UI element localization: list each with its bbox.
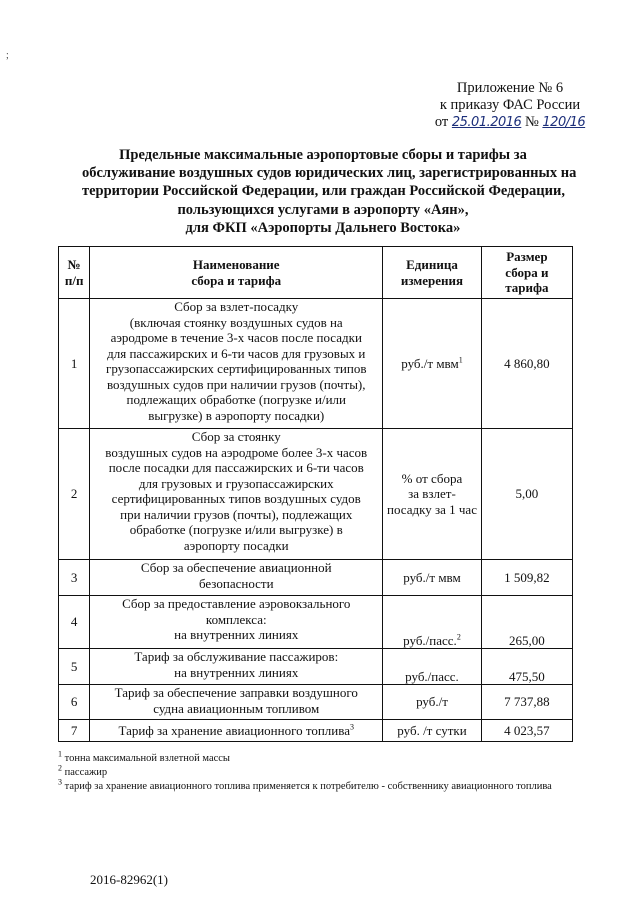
row-name xyxy=(90,685,383,720)
name-line: при наличии грузов (почты), подлежащих xyxy=(120,506,353,522)
annex-order-reference: к приказу ФАС России xyxy=(439,97,581,113)
name-line: после посадки для пассажирских и 6-ти часов xyxy=(108,460,364,475)
unit-line: посадку за 1 час xyxy=(387,501,477,517)
name-line: грузопассажирских сертифицированных типов xyxy=(106,361,367,376)
unit-text: руб./пасс. xyxy=(403,632,457,648)
footnote xyxy=(58,749,578,766)
footnote xyxy=(58,763,578,780)
footnote xyxy=(58,777,578,794)
table-header-row xyxy=(59,247,573,299)
annex-title: Приложение № 6 xyxy=(456,80,564,96)
annex-date-number xyxy=(400,114,620,131)
row-name xyxy=(90,560,383,596)
name-line: для грузовых и грузопассажирских xyxy=(138,475,334,491)
name-line: Тариф за хранение авиационного топлива xyxy=(118,722,350,738)
title-line: для ФКП «Аэропорты Дальнего Востока» xyxy=(185,219,461,236)
name-line: на внутренних линиях xyxy=(174,627,299,642)
name-line: Сбор за взлет-посадку xyxy=(174,299,299,314)
name-line: выгрузке) в аэропорту посадки) xyxy=(148,407,325,423)
header-value-line: Размер xyxy=(506,249,548,265)
row-value: 265,00 xyxy=(481,596,572,649)
name-line: сертифицированных типов воздушных судов xyxy=(111,491,361,506)
header-num xyxy=(59,247,90,299)
row-num: 3 xyxy=(59,560,90,596)
name-line: Тариф за обслуживание пассажиров: xyxy=(134,649,339,664)
annex-number-label: № xyxy=(524,114,539,130)
row-name xyxy=(90,429,383,560)
row-name xyxy=(90,596,383,649)
row-num: 1 xyxy=(59,299,90,429)
row-name xyxy=(90,649,383,685)
name-line: аэропорту посадки xyxy=(183,537,289,553)
header-unit-line: Единица xyxy=(406,257,458,272)
table-row xyxy=(59,299,573,429)
name-line: на внутренних линиях xyxy=(174,664,299,680)
name-line: для пассажирских и 6-ти часов для грузовых и xyxy=(107,345,366,361)
title-line: обслуживание воздушных судов юридических лиц, зарегистрированных на xyxy=(82,165,577,182)
row-value: 4 023,57 xyxy=(481,720,572,742)
table-row xyxy=(59,685,573,720)
header-name-line: сбора и тарифа xyxy=(191,272,282,288)
name-line: подлежащих обработке (погрузке и/или xyxy=(126,392,346,407)
annex-header xyxy=(400,80,620,131)
table-row xyxy=(59,649,573,685)
name-line: судна авиационным топливом xyxy=(153,700,320,716)
unit-line: % от сбора xyxy=(401,470,463,486)
name-line: обработке (погрузке и/или выгрузке) в xyxy=(129,522,343,537)
title-line: территории Российской Федерации, или граждан Российской Федерации, xyxy=(82,183,565,200)
footnote-ref: 1 xyxy=(458,355,463,365)
row-unit xyxy=(383,299,482,429)
margin-mark: ; xyxy=(6,50,9,61)
footnote-text: тариф за хранение авиационного топлива применяется к потребителю - собственнику авиационного топлива xyxy=(64,781,552,792)
name-line: комплекса: xyxy=(205,611,267,627)
row-unit: руб./пасс. xyxy=(383,649,482,685)
table-row xyxy=(59,429,573,560)
row-unit: руб./т мвм xyxy=(383,560,482,596)
document-title xyxy=(82,146,577,237)
table-row xyxy=(59,560,573,596)
name-line: безопасности xyxy=(198,575,274,591)
header-num-line: п/п xyxy=(64,272,84,288)
row-value: 475,50 xyxy=(481,649,572,685)
footnote-text: пассажир xyxy=(64,767,108,778)
row-num: 7 xyxy=(59,720,90,742)
row-num: 5 xyxy=(59,649,90,685)
document-number: 2016-82962(1) xyxy=(90,872,168,887)
row-value: 1 509,82 xyxy=(481,560,572,596)
annex-from-label: от xyxy=(434,114,449,130)
row-unit: руб./т xyxy=(383,685,482,720)
row-num: 4 xyxy=(59,596,90,649)
name-line: (включая стоянку воздушных судов на xyxy=(129,314,343,330)
name-line: воздушных судов на аэродроме более 3-х часов xyxy=(105,444,368,460)
unit-text: руб./т мвм xyxy=(401,355,459,371)
title-line: пользующихся услугами в аэропорту «Аян», xyxy=(177,201,469,218)
row-value: 4 860,80 xyxy=(481,299,572,429)
footnote-mark: 3 xyxy=(58,777,62,787)
footnote-mark: 1 xyxy=(58,749,62,759)
header-unit-line: измерения xyxy=(400,272,464,288)
footnote-mark: 2 xyxy=(58,763,62,773)
table-row xyxy=(59,596,573,649)
unit-line: за взлет- xyxy=(408,486,456,502)
row-unit xyxy=(383,429,482,560)
name-line: аэродроме в течение 3-х часов после посадки xyxy=(110,330,362,345)
header-unit xyxy=(383,247,482,299)
header-name xyxy=(90,247,383,299)
handwritten-number: 120/16 xyxy=(542,115,586,130)
header-value xyxy=(481,247,572,299)
header-value-line: сбора и xyxy=(505,264,549,280)
row-num: 2 xyxy=(59,429,90,560)
footnote-ref: 2 xyxy=(456,632,461,642)
name-line: Сбор за обеспечение авиационной xyxy=(140,560,332,575)
name-line: Тариф за обеспечение заправки воздушного xyxy=(114,685,358,700)
name-line: воздушных судов при наличии грузов (почты), xyxy=(106,376,366,392)
header-value-line: тарифа xyxy=(505,280,549,296)
name-line: Сбор за стоянку xyxy=(191,429,281,444)
footnotes xyxy=(58,749,578,794)
row-unit xyxy=(383,596,482,649)
footnote-ref: 3 xyxy=(349,722,354,732)
title-line: Предельные максимальные аэропортовые сборы и тарифы за xyxy=(119,147,527,163)
row-value: 7 737,88 xyxy=(481,685,572,720)
row-num: 6 xyxy=(59,685,90,720)
row-unit: руб. /т сутки xyxy=(383,720,482,742)
row-value: 5,00 xyxy=(481,429,572,560)
tariffs-table xyxy=(58,246,573,742)
header-num-line: № xyxy=(67,257,81,272)
header-name-line: Наименование xyxy=(192,257,280,272)
name-line: Сбор за предоставление аэровокзального xyxy=(122,596,351,611)
handwritten-date: 25.01.2016 xyxy=(451,115,522,130)
table-row xyxy=(59,720,573,742)
footnote-text: тонна максимальной взлетной массы xyxy=(64,753,230,764)
row-name xyxy=(90,299,383,429)
row-name xyxy=(90,720,383,742)
